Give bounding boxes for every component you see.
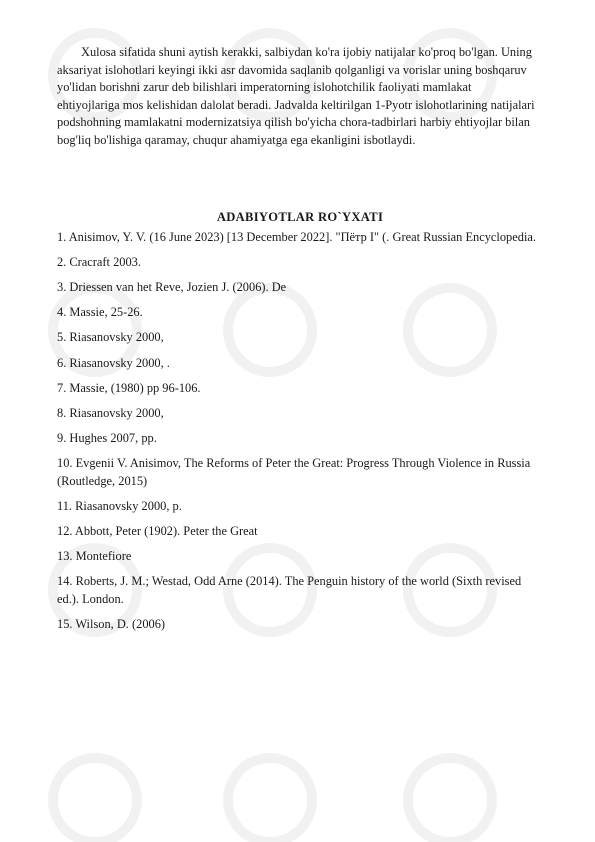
references-list <box>57 229 537 633</box>
reference-item: 5. Riasanovsky 2000, <box>57 330 164 345</box>
document-content <box>57 44 537 641</box>
reference-item: 11. Riasanovsky 2000, p. <box>57 498 182 513</box>
reference-item: 10. Evgenii V. Anisimov, The Reforms of Peter the Great: Progress Through Violence in Russia (Routledge, 2015) <box>57 456 531 488</box>
conclusion-paragraph: Xulosa sifatida shuni aytish kerakki, salbiydan ko'ra ijobiy natijalar ko'proq bo'lgan. Uning aksariyat islohotlari keyingi ikki asr davomida saqlanib qolganligi va vorislar uning boshqaruv yo'lidan borishni zarur deb bilishlari imperatorning islohotchilik faoliyati mamlakat ehtiyojlariga mos kelishidan dalolat beradi. Jadvalda keltirilgan 1-Pyotr islohotlarining natijalari podshohning mamlakatni modernizatsiya qilish bo'yicha chora-tadbirlari harbiy ehtiyojlar bilan bog'liq bo'lishiga qaramay, chuqur ahamiyatga ega ekanligini isbotlaydi. <box>57 45 535 147</box>
references-heading: ADABIYOTLAR RO`YXATI <box>216 209 384 224</box>
reference-item: 2. Cracraft 2003. <box>57 254 141 269</box>
reference-item: 1. Anisimov, Y. V. (16 June 2023) [13 December 2022]. "Пётр I" (. Great Russian Encyclopedia. <box>57 229 536 244</box>
reference-item: 12. Abbott, Peter (1902). Peter the Great <box>57 524 258 538</box>
reference-item: 9. Hughes 2007, pp. <box>57 431 157 446</box>
reference-item: 7. Massie, (1980) pp 96-106. <box>57 380 201 395</box>
reference-item: 13. Montefiore <box>57 549 132 564</box>
reference-item: 4. Massie, 25-26. <box>57 305 143 320</box>
reference-item: 8. Riasanovsky 2000, <box>57 405 164 420</box>
reference-item: 14. Roberts, J. M.; Westad, Odd Arne (2014). The Penguin history of the world (Sixth revised ed.). London. <box>57 574 522 606</box>
reference-item: 15. Wilson, D. (2006) <box>57 616 166 631</box>
reference-item: 6. Riasanovsky 2000, . <box>57 355 170 370</box>
reference-item: 3. Driessen van het Reve, Jozien J. (2006). De <box>57 279 287 294</box>
